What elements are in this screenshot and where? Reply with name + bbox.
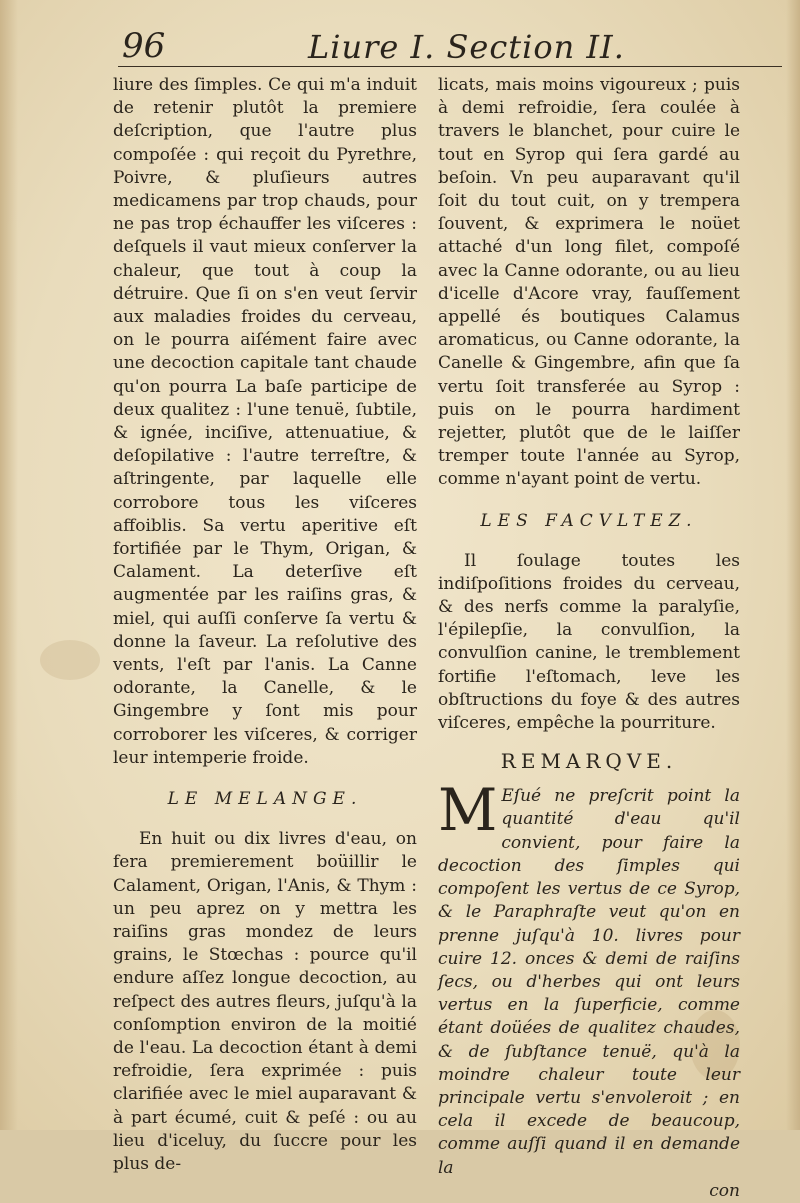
right-column <box>438 74 740 1203</box>
page-header <box>118 22 782 67</box>
page-shadow-right <box>786 0 800 1130</box>
melange-heading: LE MELANGE. <box>167 789 363 810</box>
page-number: 96 <box>122 26 166 66</box>
remarque-text: Eſué ne preſcrit point la quantité d'eau qu'il convient, pour faire la decoction des ſimples qui compoſent les vertus de ce Syrop, & le Paraphraſte veut qu'on en prenne juſqu'à 10. livres pour cuire 12. onces & demi de raiſins ſecs, ou d'herbes qui ont leurs vertus en la ſuperficie, comme étant doüées de qualitez chaudes, & de ſubſtance tenuë, qu'à la moindre chaleur toute leur principale vertu s'envoleroit ; en cela il excede de beaucoup, comme auſſi quand il en demande la <box>438 786 740 1178</box>
facultez-heading: LES FACVLTEZ. <box>480 510 698 531</box>
left-paragraph-1: liure des ſimples. Ce qui m'a induit de retenir plutôt la premiere deſcription, que l'autre plus compoſée : qui reçoit du Pyrethre, Poivre, & pluſieurs autres medicamens par trop chauds, pour ne pas trop échauffer les viſceres : deſquels il vaut mieux conſerver la chaleur, que tout à coup la détruire. Que ſi on s'en veut ſervir aux maladies froides du cerveau, on le pourra aiſément faire avec une decoction capitale tant chaude qu'on pourra La baſe participe de deux qualitez : l'une tenuë, ſubtile, & ignée, inciſive, attenuatiue, & deſopilative : l'autre terreſtre, & aſtringente, par laquelle elle corrobore tous les viſceres affoiblis. Sa vertu aperitive eſt fortifiée par le Thym, Origan, & Calament. La deterſive eſt augmentée par les raiſins gras, & miel, qui auſſi conſerve ſa vertu & donne la ſaveur. La reſolutive des vents, l'eſt par l'anis. La Canne odorante, la Canelle, & le Gingembre y ſont mis pour corroborer les viſceres, & corriger leur intemperie froide. <box>113 75 417 768</box>
catchword: con <box>709 1180 740 1201</box>
page-shadow-left <box>0 0 18 1130</box>
running-title: Liure I. Section II. <box>308 28 625 66</box>
paper-stain <box>40 640 100 680</box>
remarque-paragraph <box>438 776 740 1179</box>
drop-cap: M <box>438 776 498 845</box>
right-paragraph-1: licats, mais moins vigoureux ; puis à demi refroidie, ſera coulée à travers le blanchet, pour cuire le tout en Syrop qui ſera gardé au beſoin. Vn peu auparavant qu'il ſoit du tout cuit, on y trempera ſouvent, & exprimera le noüet attaché d'un long filet, compoſé avec la Canne odorante, ou au lieu d'icelle d'Acore vray, fauſſement appellé és boutiques Calamus aromaticus, ou Canne odorante, la Canelle & Gingembre, afin que ſa vertu ſoit transferée au Syrop : puis on le pourra hardiment rejetter, plutôt que de le laiſſer tremper toute l'année au Syrop, comme n'ayant point de vertu. <box>438 75 740 490</box>
remarque-heading: REMARQVE. <box>500 749 678 774</box>
left-paragraph-2: En huit ou dix livres d'eau, on fera premierement boüillir le Calament, Origan, l'Anis, & Thym : un peu aprez on y mettra les raiſins gras mondez de leurs grains, le Stœchas : pource qu'il endure aſſez longue decoction, au reſpect des autres fleurs, juſqu'à la conſomption environ de la moitié de l'eau. La decoction étant à demi refroidie, ſera exprimée : puis clarifiée avec le miel auparavant & à part écumé, cuit & peſé : ou au lieu d'iceluy, du ſuccre pour les plus de- <box>113 829 417 1174</box>
left-column <box>113 74 417 1176</box>
right-paragraph-2: Il ſoulage toutes les indiſpoſitions froides du cerveau, & des nerfs comme la paralyſie, l'épilepſie, la convulſion, la convulſion canine, le tremblement fortifie l'eſtomach, leve les obſtructions du foye & des autres viſceres, empêche la pourriture. <box>438 550 740 734</box>
